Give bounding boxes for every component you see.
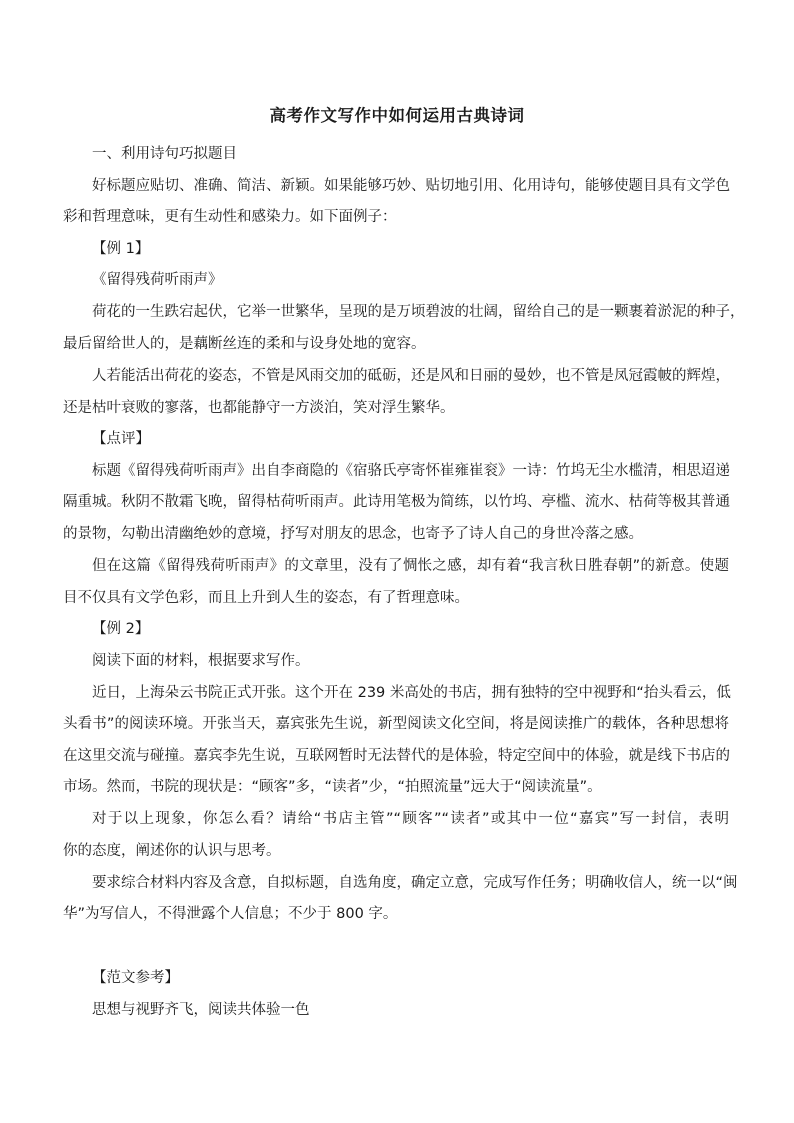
paragraph-line: 对于以上现象，你怎么看？请给“书店主管”“顾客”“读者”或其中一位“嘉宾”写一封信，表明 — [92, 811, 729, 827]
paragraph-line: 阅读下面的材料，根据要求写作。 — [92, 653, 310, 669]
paragraph-line: 还是枯叶衰败的寥落，也都能静守一方淡泊，笑对浮生繁华。 — [63, 400, 455, 416]
paragraph-line: 隔重城。秋阴不散霜飞晚，留得枯荷听雨声。此诗用笔极为简练，以竹坞、亭槛、流水、枯荷等极其普通 — [63, 494, 730, 510]
paragraph-line: 荷花的一生跌宕起伏，它举一世繁华，呈现的是万顷碧波的壮阔，留给自己的是一颗裹着淤泥的种子， — [92, 304, 745, 320]
paragraph-line: 目不仅具有文学色彩，而且上升到人生的姿态，有了哲理意味。 — [63, 590, 469, 606]
paragraph-line: 要求综合材料内容及含意，自拟标题，自选角度，确定立意，完成写作任务；明确收信人，统一以“闽 — [92, 875, 738, 891]
paragraph-line: 近日，上海朵云书院正式开张。这个开在 239 米高处的书店，拥有独特的空中视野和“抬头看云，低 — [92, 685, 731, 701]
example-title: 《留得残荷听雨声》 — [92, 272, 223, 288]
section-heading: 一、利用诗句巧拟题目 — [92, 146, 237, 162]
document-title: 高考作文写作中如何运用古典诗词 — [269, 106, 525, 125]
essay-title: 思想与视野齐飞，阅读共体验一色 — [92, 1002, 310, 1018]
example-label: 【例 2】 — [92, 621, 150, 637]
paragraph-line: 市场。然而，书院的现状是：“顾客”多，“读者”少，“拍照流量”远大于“阅读流量”。 — [63, 779, 602, 795]
paragraph-line: 标题《留得残荷听雨声》出自李商隐的《宿骆氏亭寄怀崔雍崔衮》一诗：竹坞无尘水槛清，相思迢递 — [92, 463, 730, 479]
paragraph-line: 华”为写信人，不得泄露个人信息；不少于 800 字。 — [63, 906, 398, 922]
paragraph-line: 最后留给世人的，是藕断丝连的柔和与设身处地的宽容。 — [63, 336, 426, 352]
paragraph-line: 你的态度，阐述你的认识与思考。 — [63, 843, 281, 859]
example-label: 【例 1】 — [92, 241, 150, 257]
paragraph-line: 但在这篇《留得残荷听雨声》的文章里，没有了惆怅之感，却有着“我言秋日胜春朝”的新意。使题 — [92, 558, 729, 574]
reference-label: 【范文参考】 — [92, 970, 179, 986]
paragraph-line: 人若能活出荷花的姿态，不管是风雨交加的砥砺，还是风和日丽的曼妙，也不管是凤冠霞帔的辉煌， — [92, 368, 730, 384]
paragraph-line: 在这里交流与碰撞。嘉宾李先生说，互联网暂时无法替代的是体验，特定空间中的体验，就是线下书店的 — [63, 748, 730, 764]
paragraph-line: 好标题应贴切、准确、简洁、新颖。如果能够巧妙、贴切地引用、化用诗句，能够使题目具有文学色 — [92, 178, 730, 194]
paragraph-line: 彩和哲理意味，更有生动性和感染力。如下面例子： — [63, 209, 397, 225]
comment-label: 【点评】 — [92, 431, 150, 447]
paragraph-line: 的景物，勾勒出清幽绝妙的意境，抒写对朋友的思念，也寄予了诗人自己的身世冷落之感。 — [63, 526, 643, 542]
paragraph-line: 头看书”的阅读环境。开张当天，嘉宾张先生说，新型阅读文化空间，将是阅读推广的载体，各种思想将 — [63, 716, 729, 732]
